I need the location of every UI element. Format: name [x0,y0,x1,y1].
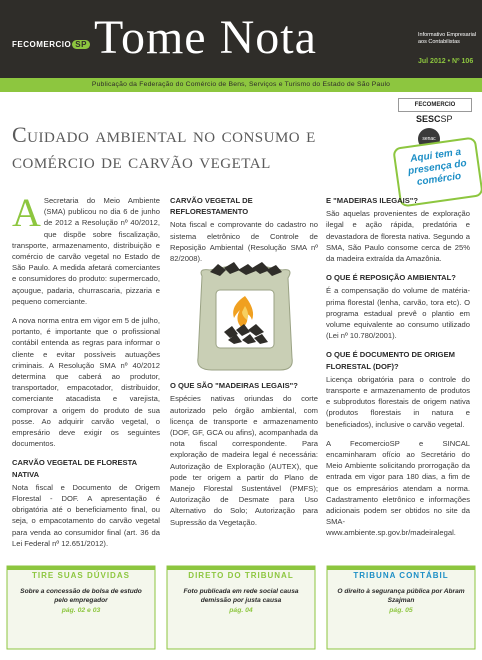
paragraph: É a compensação do volume de matéria-prima florestal (lenha, carvão, tora etc). O programa estadual prevê o plantio em volume equivalente ao consumo utilizado (Lei nº 10.780/2001). [326,286,470,341]
footer-heading: TRIBUNA CONTÁBIL [353,571,449,580]
footer-box-tribuna-contabil[interactable] [326,565,476,650]
paragraph: A nova norma entra em vigor em 5 de julho, portanto, é importante que o profissional contábil entenda as regras para informar o cliente e evitar possíveis autuações criminais. A Resolução SMA nº 40/2012 determina que caberá ao produtor, transportador, empacotador, distribuidor, comerciante atacadista e varejista, comprovar a origem do produto de sua posse. Ao adquirir carvão vegetal, o empresário deve exigir os seguintes documentos. [12,316,160,449]
paragraph: Nota fiscal e Documento de Origem Florestal - DOF. A apresentação é obrigatória até o beneficiamento final, ou seja, o empacotamento do carvão vegetal para venda ao consumidor final (art. 36 da Lei Federal nº 12.651/2012). [12,482,160,548]
fecomercio-logo-small: FECOMERCIO [398,98,472,112]
paragraph: Espécies nativas oriundas do corte autorizado pelo órgão ambiental, com licença de transporte e armazenamento (DOF, GF, GCA ou afins), acompanhada da nota fiscal correspondente. Para exploração de madeira legal é necessária: Autorização de Exploração (AUTEX), que pode ter origem a partir do Plano de Manejo Florestal Sustentável (PMFS); Autorização de Desmate para Uso Alternativo do Solo; Autorização para Supressão da Vegetação. [170,394,318,527]
footer-teaser: Sobre a concessão de bolsa de estudo pelo empregador [20,588,142,604]
subheading: E "MADEIRAS ILEGAIS"? [326,196,419,205]
subheading: O QUE SÃO "MADEIRAS LEGAIS"? [170,381,298,391]
footer-box-direto-do-tribunal[interactable] [166,565,316,650]
newsletter-title: Tome Nota [94,11,317,64]
senac-logo: senac [418,128,440,150]
footer-teaser: O direito à segurança pública por Abram Szajman [337,588,465,604]
footer-heading: TIRE SUAS DÚVIDAS [32,571,130,580]
intro-paragraph: A Secretaria do Meio Ambiente (SMA) publicou no dia 6 de junho de 2012 a Resolução nº 40/2012, que dispõe sobre fiscalização, transporte, armazenamento, distribuição e comércio de carvão vegetal no Estado de São Paulo. A medida afetará comerciantes e consumidores do produto: supermercado, açougue, padaria, churrascaria, pizzaria e pequeno comerciante. [12,190,160,306]
callout-text: Aqui tem a presença do comércio [407,146,468,188]
newsletter-description: Informativo Empresarial aos Contabilistas [418,32,477,45]
issue-number: Jul 2012 • Nº 106 [418,58,474,65]
subheading: O QUE É REPOSIÇÃO AMBIENTAL? [326,273,456,283]
article-headline: Cuidado ambiental no consumo e comércio de carvão vegetal [12,122,316,173]
charcoal-sack-icon [190,262,300,374]
subheading: O QUE É DOCUMENTO DE ORIGEM FLORESTAL (DOF)? [326,350,455,371]
publisher-bar: Publicação da Federação do Comércio de Bens, Serviços e Turismo do Estado de São Paulo [0,78,482,92]
masthead [0,0,482,78]
footer-page-ref[interactable]: pág. 04 [229,607,253,614]
fecomercio-logo: FECOMERCIO SP [12,40,90,49]
footer-page-ref[interactable]: pág. 02 e 03 [61,607,101,614]
sesc-logo: SESCSP [416,114,453,124]
article-column-1 [12,190,160,557]
sponsor-logos [390,98,478,198]
footer-page-ref[interactable]: pág. 05 [389,607,413,614]
drop-cap: A [12,190,41,235]
paragraph: Nota fiscal e comprovante do cadastro no sistema eletrônico de Controle de Reposição Ambiental (Resolução SMA nº 82/2008). [170,220,318,264]
footer-teaser: Foto publicada em rede social causa demissão por justa causa [183,588,299,604]
subheading: CARVÃO VEGETAL DE REFLORESTAMENTO [170,196,253,217]
article-column-3 [326,195,470,547]
subheading: CARVÃO VEGETAL DE FLORESTA NATIVA [12,458,137,479]
footer-heading: DIRETO DO TRIBUNAL [188,571,294,580]
paragraph: A FecomercioSP e SINCAL encaminharam ofício ao Secretário do Meio Ambiente solicitando prorrogação da entrada em vigor para 180 dias, a fim de que os empresários atendam a norma. Cadastramento eletrônico e informações adicionais podem ser obtidos no site da SMA-www.ambiente.sp.gov.br/madeiralegal. [326,438,470,538]
footer-box-tire-suas-duvidas[interactable] [6,565,156,650]
paragraph: São aquelas provenientes de exploração ilegal e ação rápida, predatória e devastadora de floresta nativa. Segundo a SMA, São Paulo consome cerca de 25% da madeira extraída da Amazônia. [326,209,470,264]
paragraph: Licença obrigatória para o controle do transporte e armazenamento de produtos e subprodutos florestais de origem nativa (produtos florestais in natura e beneficiados), inclusive o carvão vegetal. [326,374,470,429]
